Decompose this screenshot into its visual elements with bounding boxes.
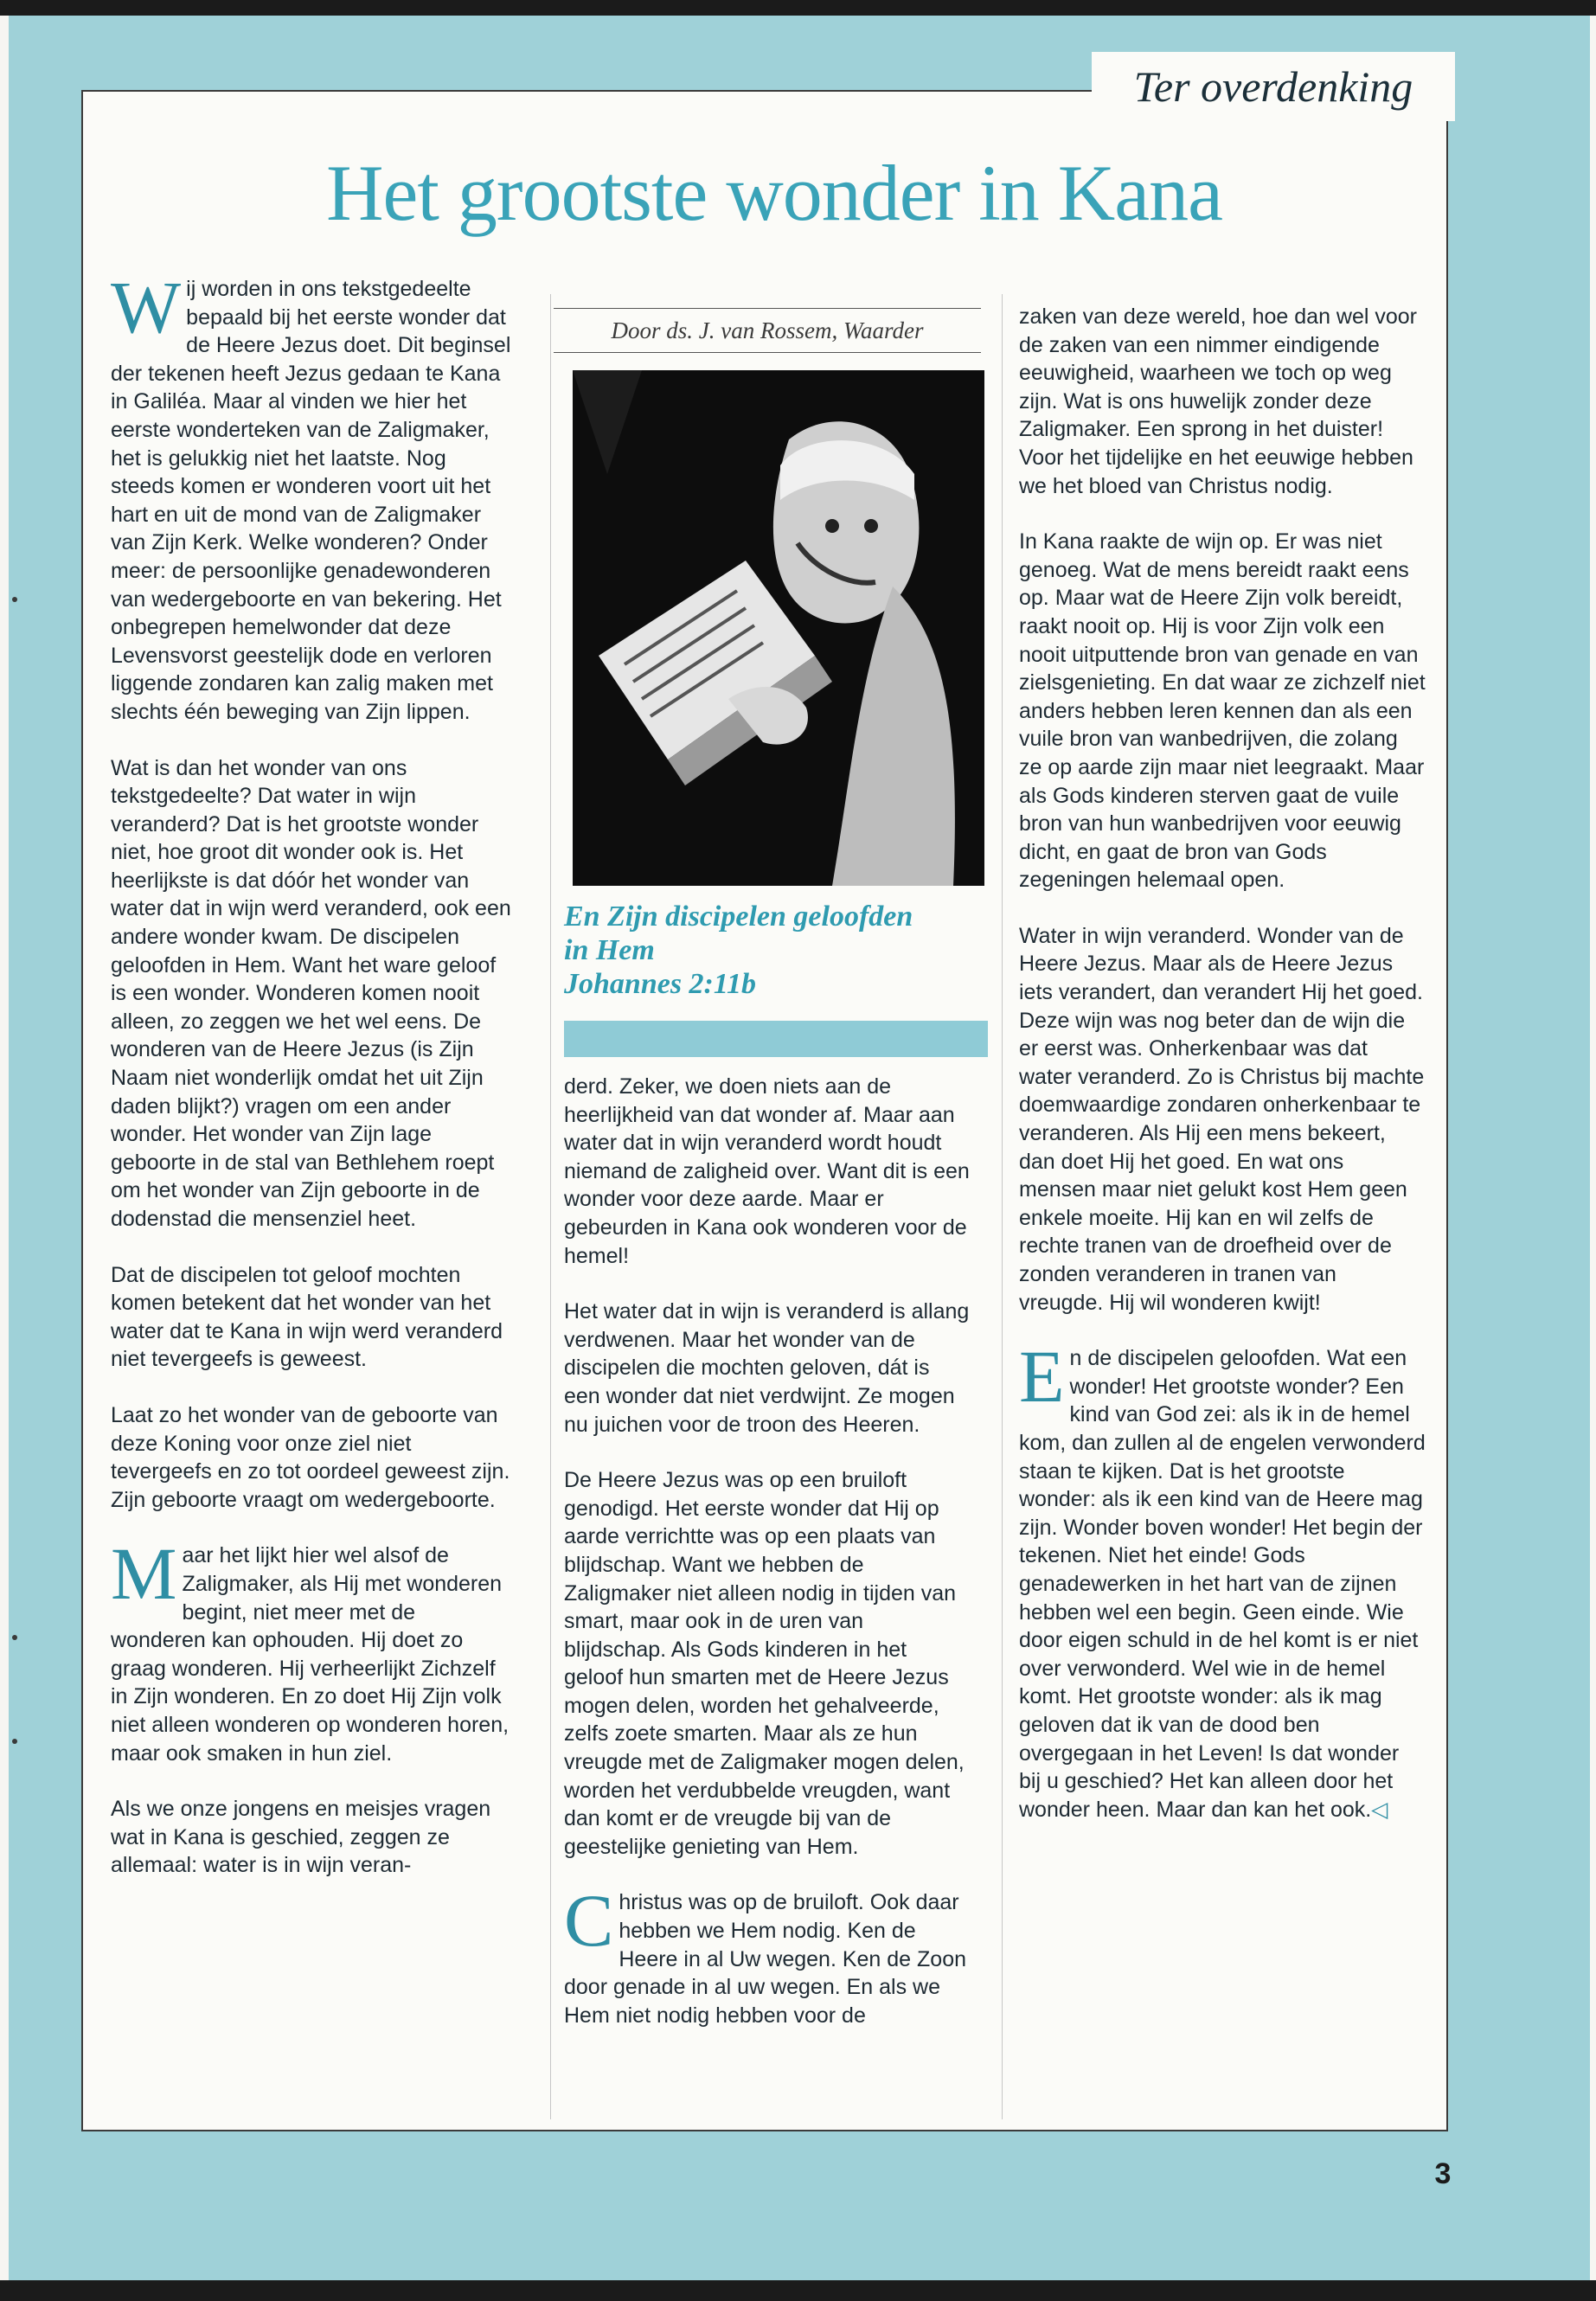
paragraph <box>111 1532 516 1767</box>
scripture-quote <box>564 900 979 1001</box>
article-headline: Het grootste wonder in Kana <box>326 149 1222 237</box>
bottom-scan-border <box>0 2280 1596 2301</box>
paragraph-text: n de discipelen geloofden. Wat een wonder! Het grootste wonder? Een kind van God zei: als ik in de hemel kom, dan zullen al de engelen verwonderd staan te kijken. Dat is het grootste wonder: als ik een kind van de Heere mag zijn. Wonder boven wonder! Het begin der tekenen. Niet het einde! Gods genadewerken in het hart van de zijnen hebben wel een begin. Geen einde. Wie door eigen schuld in de hel komt is er niet over verwonderd. Wel wie in de hemel komt. Het grootste wonder: als ik mag geloven dat ik van de dood ben overgegaan in het Leven! Is dat wonder bij u geschied? Het kan alleen door het wonder heen. Maar dan kan het ook. <box>1019 1346 1426 1822</box>
quote-reference: Johannes 2:11b <box>564 968 756 1000</box>
end-mark-icon: ◁ <box>1371 1797 1388 1822</box>
quote-line: En Zijn discipelen geloofden <box>564 901 913 933</box>
scan-dot <box>12 1739 17 1744</box>
page-number: 3 <box>1434 2157 1452 2190</box>
paragraph <box>564 1879 971 2029</box>
paragraph: Dat de discipelen tot geloof mochten komen betekent dat het wonder van het water dat te Kana in wijn werd veranderd niet tevergeefs is geweest. <box>111 1262 503 1372</box>
drop-cap: C <box>564 1879 614 1963</box>
paragraph: Water in wijn veranderd. Wonder van de Heere Jezus. Maar als de Heere Jezus iets verandert, dan verandert Hij het goed. Deze wijn was nog beter dan de wijn die er eerst was. Onherkenbaar was dat water veranderd. Zo is Christus bij machte doemwaardige zondaren onherkenbaar te veranderen. Als Hij een mens bekeert, dan doet Hij het goed. En wat ons mensen maar niet gelukt kost Hem geen enkele moeite. Hij kan en wil zelfs de rechte tranen van de droefheid over de zonden veranderen in tranen van vreugde. Hij wil wonderen kwijt! <box>1019 923 1425 1315</box>
reading-man-illustration <box>573 370 984 886</box>
paragraph-text: aar het lijkt hier wel alsof de Zaligmaker, als Hij met wonderen begint, niet meer met de wonderen kan ophouden. Hij doet zo graag wonderen. Hij verheerlijkt Zichzelf in Zijn wonderen. En zo doet Hij Zijn volk niet alleen wonderen op wonderen horen, maar ook smaken in hun ziel. <box>111 1543 510 1766</box>
paragraph: Laat zo het wonder van de geboorte van deze Koning voor onze ziel niet tevergeefs en zo tot oordeel geweest zijn. Zijn geboorte vraagt om wedergeboorte. <box>111 1402 510 1512</box>
paragraph: Als we onze jongens en meisjes vragen wat in Kana is geschied, zeggen ze allemaal: water is in wijn veran- <box>111 1797 491 1878</box>
author-byline: Door ds. J. van Rossem, Waarder <box>554 308 981 353</box>
column-divider <box>1002 294 1003 2119</box>
section-label: Ter overdenking <box>1092 52 1455 121</box>
drop-cap: M <box>111 1532 177 1616</box>
column-1 <box>111 266 516 1907</box>
paragraph: Wat is dan het wonder van ons tekstgedeelte? Dat water in wijn veranderd? Dat is het grootste wonder niet, hoe groot dit wonder ook is. Het heerlijkste is dat dóór het wonder van water dat in wijn werd veranderd, ook een andere wonder kwam. De discipelen geloofden in Hem. Want het ware geloof is een wonder. Wonderen komen nooit alleen, zo zeggen we het wel eens. De wonderen van de Heere Jezus (is Zijn Naam niet wonderlijk omdat het uit Zijn daden blijkt?) vragen om een ander wonder. Het wonder van Zijn lage geboorte in de stal van Bethlehem roept om het wonder van Zijn geboorte in de dodenstad die mensenziel heet. <box>111 755 511 1231</box>
paragraph: zaken van deze wereld, hoe dan wel voor de zaken van een nimmer eindigende eeuwigheid, waarheen we toch op weg zijn. Wat is ons huwelijk zonder deze Zaligmaker. Een sprong in het duister! Voor het tijdelijke en het eeuwige hebben we het bloed van Christus nodig. <box>1019 304 1418 498</box>
column-divider <box>550 294 551 2119</box>
paragraph <box>1019 1335 1426 1823</box>
quote-accent-bar <box>564 1021 988 1057</box>
paragraph: De Heere Jezus was op een bruiloft genodigd. Het eerste wonder dat Hij op aarde verrichtte was op een plaats van blijdschap. Want we hebben de Zaligmaker niet alleen nodig in tijden van smart, maar ook in de uren van blijdschap. Als Gods kinderen in het geloof hun smarten met de Heere Jezus mogen delen, worden het gehalveerde, zelfs zoete smarten. Maar als ze hun vreugde met de Zaligmaker mogen delen, worden het verdubbelde vreugden, want dan komt er de vreugde bij van de geestelijke genieting van Hem. <box>564 1468 965 1859</box>
quote-line: in Hem <box>564 934 655 966</box>
paragraph: In Kana raakte de wijn op. Er was niet genoeg. Wat de mens bereidt raakt eens op. Maar wat de Heere Zijn volk bereidt, raakt nooit op. Hij is voor Zijn volk een nooit uitputtende bron van genade en van zielsgenieting. En dat waar ze zichzelf niet anders hebben leren kennen dan als een vuile bron van wanbedrijven, die zolang ze op aarde zijn maar niet leegraakt. Maar als Gods kinderen sterven gaat de vuile bron van hun wanbedrijven voor eeuwig dicht, en gaat de bron van Gods zegeningen helemaal open. <box>1019 529 1426 893</box>
column-3 <box>1019 303 1426 1851</box>
portrait-illustration <box>573 370 984 886</box>
paragraph-text: hristus was op de bruiloft. Ook daar hebben we Hem nodig. Ken de Heere in al Uw wegen. Ken de Zoon door genade in al uw wegen. En als we Hem niet nodig hebben voor de <box>564 1890 966 2028</box>
top-scan-border <box>0 0 1596 16</box>
paragraph: derd. Zeker, we doen niets aan de heerlijkheid van dat wonder af. Maar aan water dat in wijn veranderd wordt houdt niemand de zaligheid over. Want dit is een wonder voor deze aarde. Maar er gebeurden in Kana ook wonderen voor de hemel! <box>564 1074 970 1268</box>
paragraph <box>111 266 516 727</box>
column-2 <box>564 1073 971 2057</box>
drop-cap: W <box>111 266 182 349</box>
scan-dot <box>12 597 17 602</box>
drop-cap: E <box>1019 1335 1065 1419</box>
scan-dot <box>12 1635 17 1640</box>
paragraph-text: ij worden in ons tekstgedeelte bepaald bij het eerste wonder dat de Heere Jezus doet. Dit beginsel der tekenen heeft Jezus gedaan te Kana in Galiléa. Maar al vinden we hier het eerste wonderteken van de Zaligmaker, het is gelukkig niet het laatste. Nog steeds komen er wonderen voort uit het hart en uit de mond van de Zaligmaker van Zijn Kerk. Welke wonderen? Onder meer: de persoonlijke genadewonderen van wedergeboorte en van bekering. Het onbegrepen hemelwonder dat deze Levensvorst geestelijk dode en verloren liggende zondaren kan zalig maken met slechts één beweging van Zijn lippen. <box>111 277 511 724</box>
paragraph: Het water dat in wijn is veranderd is allang verdwenen. Maar het wonder van de discipelen die mochten geloven, dát is een wonder dat niet verdwijnt. Ze mogen nu juichen voor de troon des Heeren. <box>564 1299 970 1437</box>
